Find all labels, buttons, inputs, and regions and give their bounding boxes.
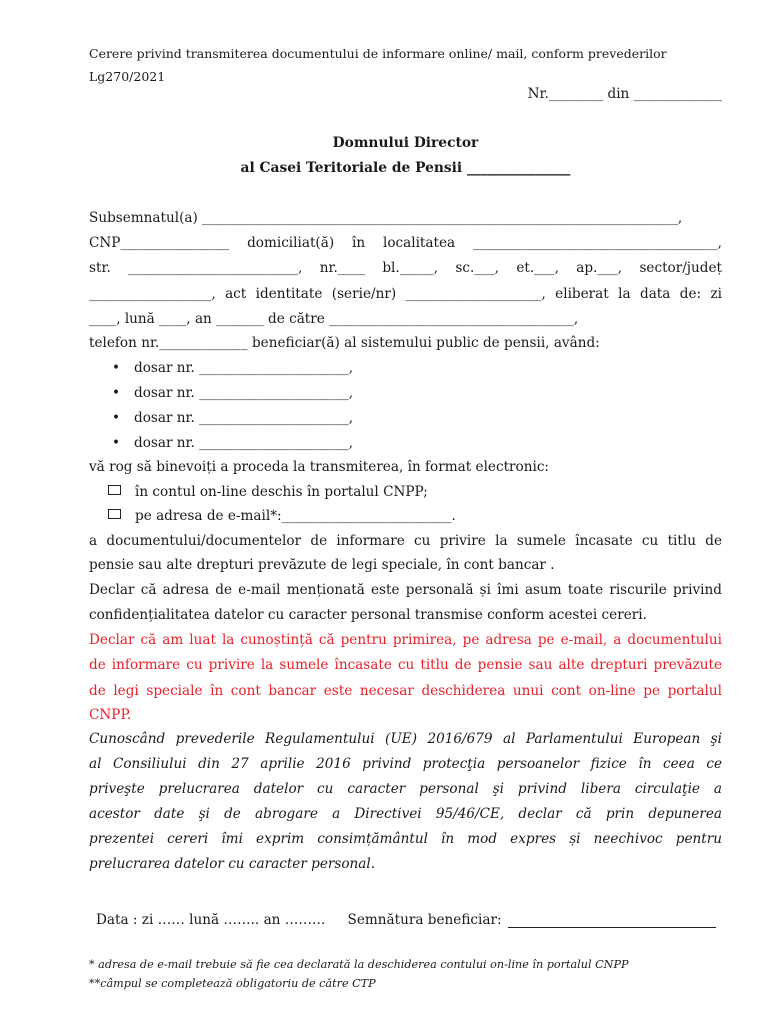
addressee-subtitle: al Casei Teritoriale de Pensii _______________ — [240, 160, 571, 176]
declaration-email-2: confidențialitatea datelor cu caracter personal transmise conform acestei cereri. — [89, 607, 647, 623]
bullet-icon: • — [112, 410, 121, 426]
field-name: Subsemnatul(a) ______________________________________________________________________, — [89, 210, 683, 226]
option-online-label: în contul on-line deschis în portalul CNPP; — [135, 484, 428, 500]
gdpr-line-6: prelucrarea datelor cu caracter personal. — [89, 856, 376, 872]
gdpr-line-2: al Consiliului din 27 aprilie 2016 privind protecţia persoanelor fizice în ceea ce — [89, 756, 722, 772]
list-item — [112, 410, 745, 426]
gdpr-line-1: Cunoscând prevederile Regulamentului (UE) 2016/679 al Parlamentului European şi — [89, 731, 722, 747]
date-field: Data : zi …… lună …….. an ……… — [96, 912, 326, 928]
notice-line-4: CNPP. — [89, 707, 132, 723]
field-identity: __________________, act identitate (serie/nr) ____________________, eliberat la data de: zi — [89, 286, 722, 302]
option-email-label: pe adresa de e-mail*:_________________________. — [135, 508, 456, 524]
footnote-ctp: **câmpul se completează obligatoriu de către CTP — [89, 977, 376, 990]
bullet-icon: • — [112, 435, 121, 451]
option-email[interactable] — [108, 508, 741, 524]
gdpr-line-5: prezentei cereri îmi exprim consimțământul în mod expres și neechivoc pentru — [89, 831, 722, 847]
documents-text-2: pensie sau alte drepturi prevăzute de legi speciale, în cont bancar . — [89, 557, 555, 573]
field-phone: telefon nr._____________ beneficiar(ă) al sistemului public de pensii, având: — [89, 335, 600, 351]
gdpr-line-4: acestor date şi de abrogare a Directivei 95/46/CE, declar că prin depunerea — [89, 806, 722, 822]
bullet-icon: • — [112, 360, 121, 376]
documents-text-1: a documentului/documentelor de informare cu privire la sumele încasate cu titlu de — [89, 533, 722, 549]
notice-line-1: Declar că am luat la cunoștință că pentru primirea, pe adresa pe e-mail, a documentului — [89, 632, 722, 648]
notice-line-2: de informare cu privire la sumele încasate cu titlu de pensie sau alte drepturi prevăzute — [89, 657, 722, 673]
declaration-email-1: Declar că adresa de e-mail menționată este personală și îmi asum toate riscurile privind — [89, 582, 722, 598]
field-issue-date: ____, lună ____, an _______ de către ____________________________________, — [89, 311, 579, 327]
signature-label: Semnătura beneficiar: — [347, 912, 502, 928]
field-cnp-locality: CNP________________ domiciliat(ă) în localitatea ____________________________________, — [89, 235, 722, 251]
list-item — [112, 435, 745, 451]
dosar-field: dosar nr. ______________________, — [134, 410, 354, 426]
list-item — [112, 360, 745, 376]
list-item — [112, 385, 745, 401]
field-address: str. _________________________, nr.____ bl._____, sc.___, et.___, ap.___, sector/județ — [89, 260, 722, 276]
addressee-title: Domnului Director — [332, 135, 479, 151]
dosar-field: dosar nr. ______________________, — [134, 435, 354, 451]
signature-line[interactable] — [508, 913, 716, 928]
checkbox-icon[interactable] — [108, 485, 121, 495]
checkbox-icon[interactable] — [108, 509, 121, 519]
bullet-icon: • — [112, 385, 121, 401]
registration-number: Nr.________ din _____________ — [527, 86, 722, 102]
footnote-email: * adresa de e-mail trebuie să fie cea declarată la deschiderea contului on-line în portalul CNPP — [89, 958, 629, 971]
header-line-1: Cerere privind transmiterea documentului de informare online/ mail, conform prevederilor — [89, 46, 667, 61]
gdpr-line-3: priveşte prelucrarea datelor cu caracter personal şi privind libera circulaţie a — [89, 781, 722, 797]
dosar-field: dosar nr. ______________________, — [134, 360, 354, 376]
notice-line-3: de legi speciale în cont bancar este necesar deschiderea unui cont on-line pe portalul — [89, 683, 722, 699]
header-line-2: Lg270/2021 — [89, 69, 166, 84]
signature-row — [96, 912, 722, 928]
option-online-account[interactable] — [108, 484, 741, 500]
request-text: vă rog să binevoiți a proceda la transmiterea, în format electronic: — [89, 459, 550, 475]
dosar-field: dosar nr. ______________________, — [134, 385, 354, 401]
